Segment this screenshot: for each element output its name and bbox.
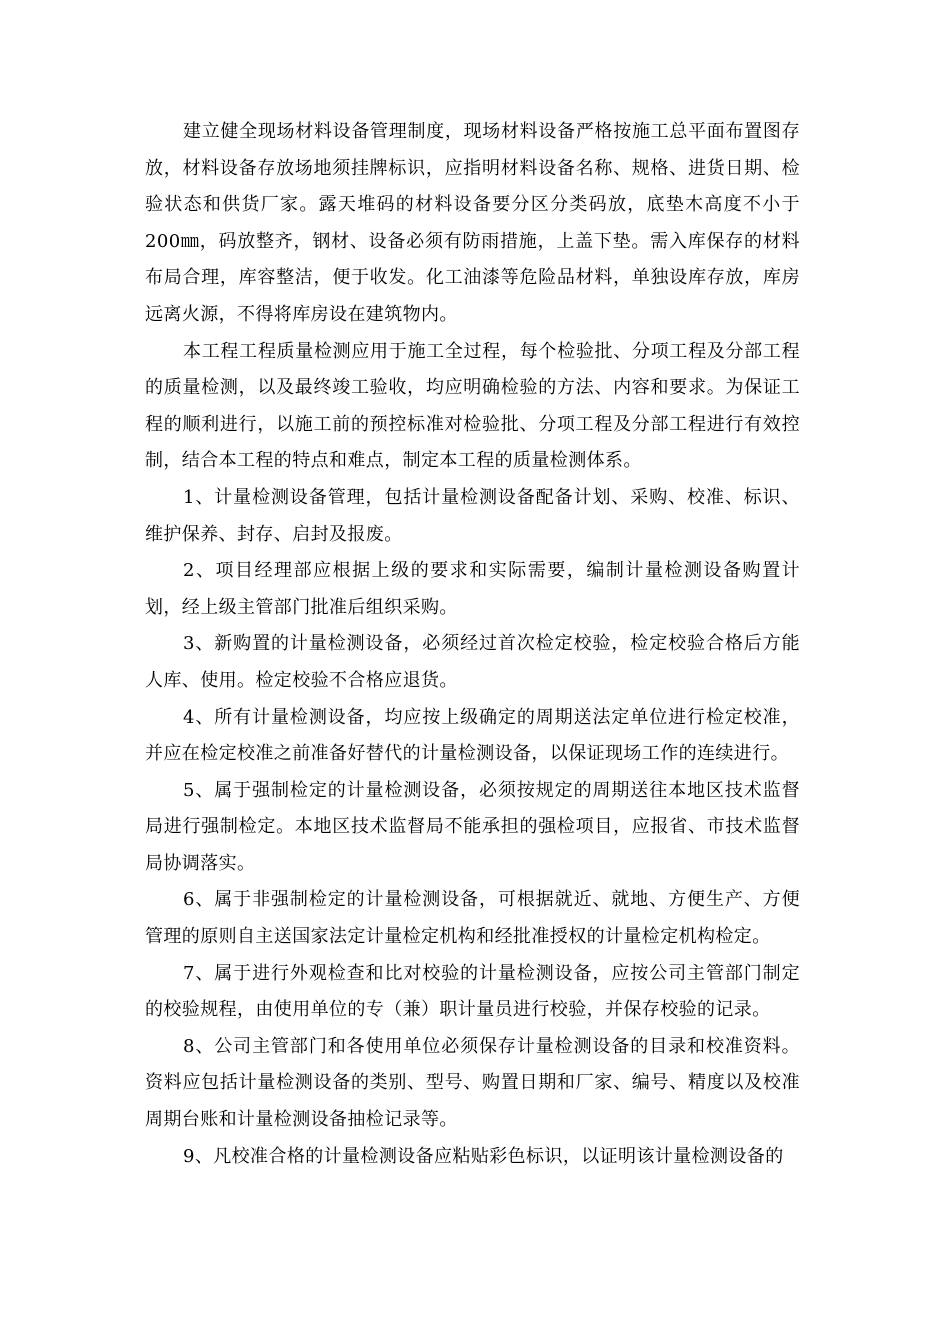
- paragraph-item-6: 6、属于非强制检定的计量检测设备，可根据就近、就地、方便生产、方便管理的原则自主送国家法定计量检定机构和经批准授权的计量检定机构检定。: [145, 889, 800, 948]
- paragraph-item-7: 7、属于进行外观检查和比对校验的计量检测设备，应按公司主管部门制定的校验规程，由使用单位的专（兼）职计量员进行校验，并保存校验的记录。: [145, 962, 800, 1021]
- paragraph-item-1: 1、计量检测设备管理，包括计量检测设备配备计划、采购、校准、标识、维护保养、封存、启封及报废。: [145, 486, 800, 545]
- paragraph-item-9: 9、凡校准合格的计量检测设备应粘贴彩色标识，以证明该计量检测设备的: [183, 1145, 784, 1167]
- paragraph-quality-inspection: 本工程工程质量检测应用于施工全过程，每个检验批、分项工程及分部工程的质量检测，以及最终竣工验收，均应明确检验的方法、内容和要求。为保证工程的顺利进行，以施工前的预控标准对检验批、分项工程及分部工程进行有效控制，结合本工程的特点和难点，制定本工程的质量检测体系。: [145, 340, 800, 472]
- paragraph-item-5: 5、属于强制检定的计量检测设备，必须按规定的周期送往本地区技术监督局进行强制检定。本地区技术监督局不能承担的强检项目，应报省、市技术监督局协调落实。: [145, 779, 800, 874]
- paragraph-item-3: 3、新购置的计量检测设备，必须经过首次检定校验，检定校验合格后方能人库、使用。检定校验不合格应退货。: [145, 633, 800, 691]
- paragraph-material-management: 建立健全现场材料设备管理制度，现场材料设备严格按施工总平面布置图存放，材料设备存放场地须挂牌标识，应指明材料设备名称、规格、进货日期、检验状态和供货厂家。露天堆码的材料设备要分区分类码放，底垫木高度不小于200㎜，码放整齐，钢材、设备必须有防雨措施，上盖下垫。需入库保存的材料布局合理，库容整洁，便于收发。化工油漆等危险品材料，单独设库存放，库房远离火源，不得将库房设在建筑物内。: [145, 121, 800, 325]
- paragraph-item-2: 2、项目经理部应根据上级的要求和实际需要，编制计量检测设备购置计划，经上级主管部门批准后组织采购。: [145, 560, 800, 618]
- document-body: [145, 114, 800, 1175]
- paragraph-item-4: 4、所有计量检测设备，均应按上级确定的周期送法定单位进行检定校准，并应在检定校准之前准备好替代的计量检测设备，以保证现场工作的连续进行。: [145, 706, 800, 765]
- paragraph-item-8: 8、公司主管部门和各使用单位必须保存计量检测设备的目录和校准资料。资料应包括计量检测设备的类别、型号、购置日期和厂家、编号、精度以及校准周期台账和计量检测设备抽检记录等。: [145, 1035, 800, 1131]
